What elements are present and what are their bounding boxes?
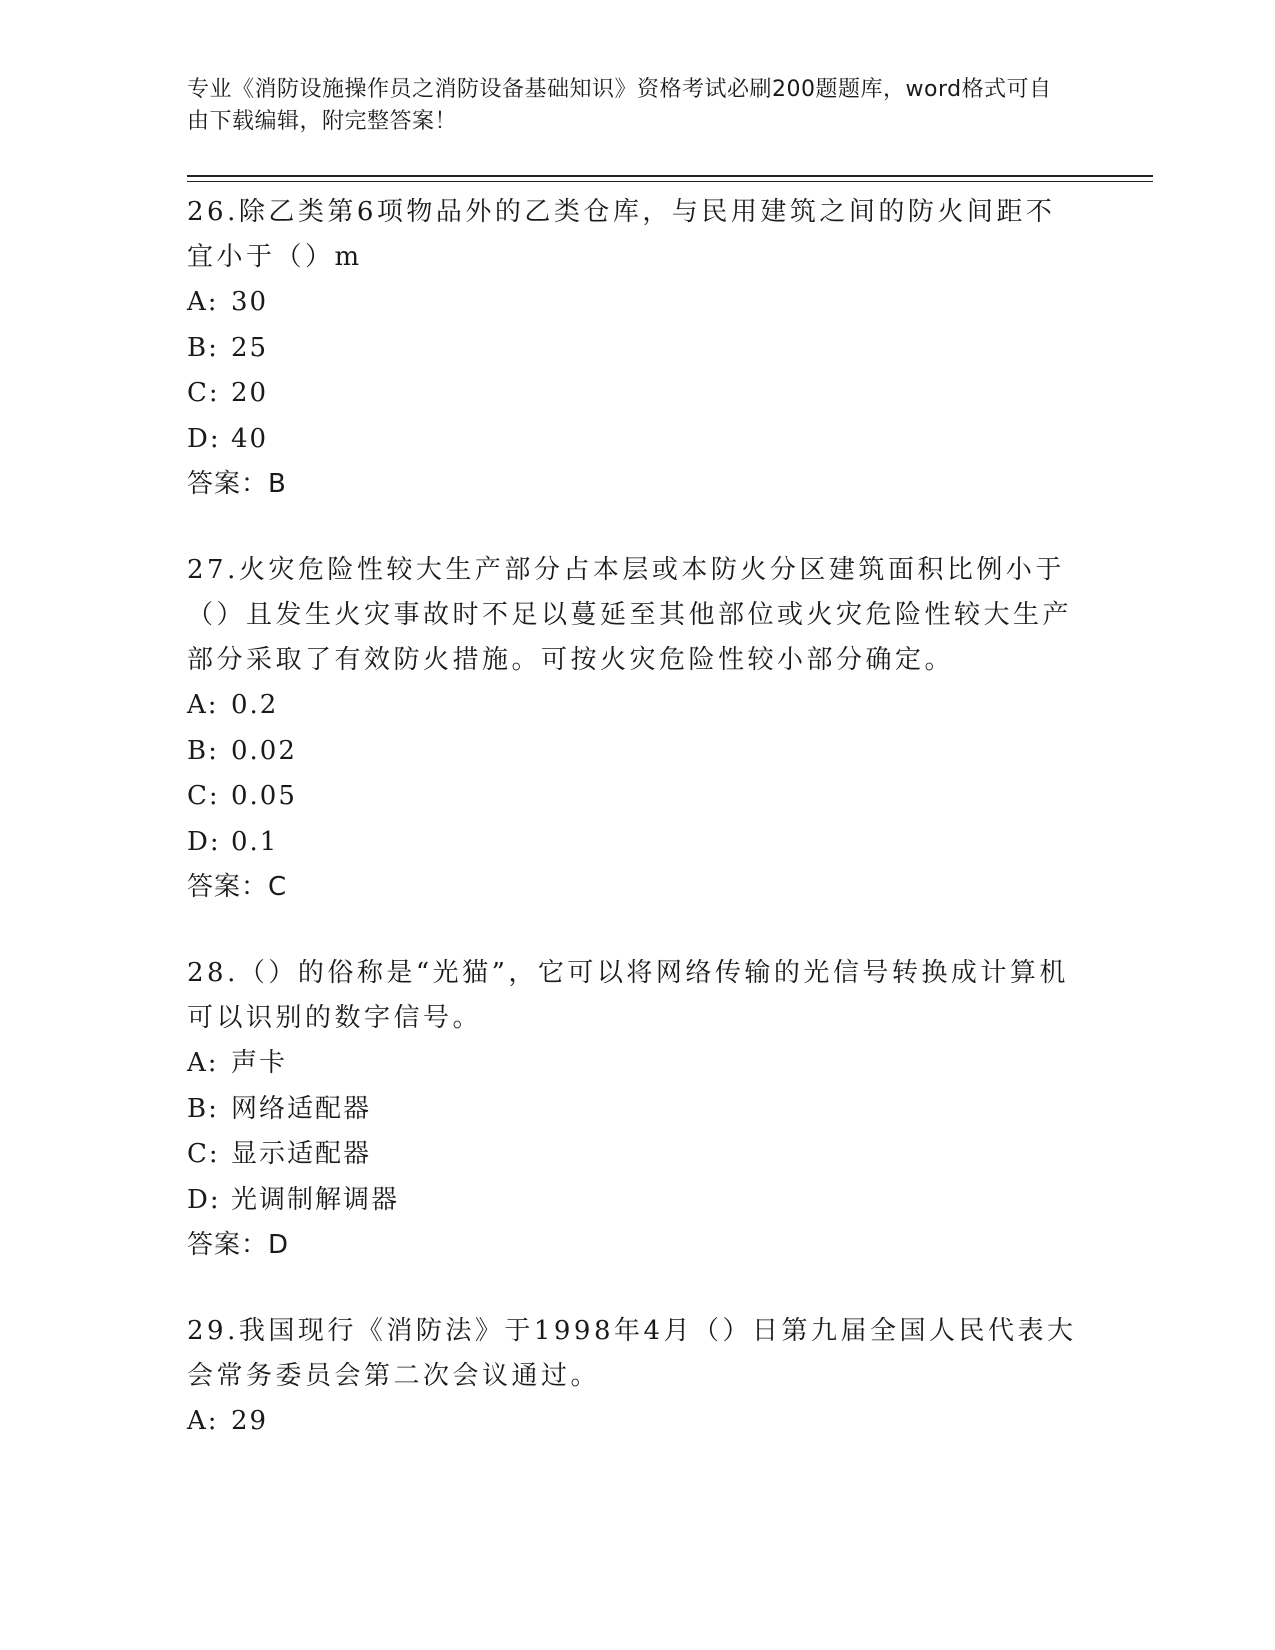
- option-d: [187, 1178, 1077, 1224]
- option-c: [187, 1132, 1077, 1178]
- option-letter: A:: [187, 287, 219, 317]
- option-letter: C:: [187, 781, 220, 811]
- option-a: [187, 1399, 1077, 1445]
- option-letter: A:: [187, 1048, 219, 1078]
- question-stem: 27.火灾危险性较大生产部分占本层或本防火分区建筑面积比例小于（）且发生火灾事故时不足以蔓延至其他部位或火灾危险性较大生产部分采取了有效防火措施。可按火灾危险性较小部分确定。: [187, 555, 1073, 675]
- option-letter: B:: [187, 1093, 219, 1124]
- option-text: 0.1: [231, 826, 279, 857]
- question-27: [187, 548, 1077, 909]
- question-28: [187, 951, 1077, 1267]
- question-stem: 28.（）的俗称是“光猫”，它可以将网络传输的光信号转换成计算机可以识别的数字信号。: [187, 958, 1069, 1033]
- document-header: 专业《消防设施操作员之消防设备基础知识》资格考试必刷200题题库，word格式可自由下载编辑，附完整答案！: [187, 77, 1052, 134]
- option-a: [187, 280, 1077, 326]
- question-stem: 26.除乙类第6项物品外的乙类仓库，与民用建筑之间的防火间距不宜小于（）m: [187, 197, 1056, 272]
- option-b: [187, 729, 1077, 775]
- answer-line: 答案：B: [187, 469, 287, 499]
- question-29: [187, 1309, 1077, 1445]
- option-text: 网络适配器: [231, 1093, 372, 1124]
- option-text: 30: [231, 287, 269, 317]
- option-d: [187, 417, 1077, 463]
- option-letter: A:: [187, 690, 219, 720]
- question-stem: 29.我国现行《消防法》于1998年4月（）日第九届全国人民代表大会常务委员会第二次会议通过。: [187, 1316, 1077, 1391]
- option-text: 显示适配器: [231, 1139, 372, 1169]
- option-letter: D:: [187, 826, 221, 857]
- header-divider-thick: [187, 175, 1153, 177]
- answer-line: 答案：C: [187, 872, 288, 902]
- answer-line: 答案：D: [187, 1230, 290, 1260]
- header-divider-thin: [187, 181, 1153, 182]
- option-text: 0.05: [231, 781, 297, 811]
- option-letter: B:: [187, 332, 219, 363]
- option-d: [187, 820, 1077, 866]
- option-text: 0.02: [231, 735, 297, 766]
- option-letter: A:: [187, 1406, 219, 1436]
- option-b: [187, 1087, 1077, 1133]
- option-letter: B:: [187, 735, 219, 766]
- option-text: 声卡: [231, 1048, 288, 1078]
- option-text: 29: [231, 1406, 269, 1436]
- option-letter: D:: [187, 423, 221, 454]
- option-text: 光调制解调器: [231, 1184, 400, 1215]
- option-letter: C:: [187, 378, 220, 408]
- option-text: 0.2: [231, 690, 279, 720]
- question-list: [187, 190, 1077, 1487]
- option-c: [187, 774, 1077, 820]
- option-b: [187, 326, 1077, 372]
- option-a: [187, 683, 1077, 729]
- question-26: [187, 190, 1077, 506]
- option-text: 20: [231, 378, 269, 408]
- option-a: [187, 1041, 1077, 1087]
- option-text: 25: [231, 332, 269, 363]
- option-c: [187, 371, 1077, 417]
- option-letter: C:: [187, 1139, 220, 1169]
- option-text: 40: [231, 423, 269, 454]
- option-letter: D:: [187, 1184, 221, 1215]
